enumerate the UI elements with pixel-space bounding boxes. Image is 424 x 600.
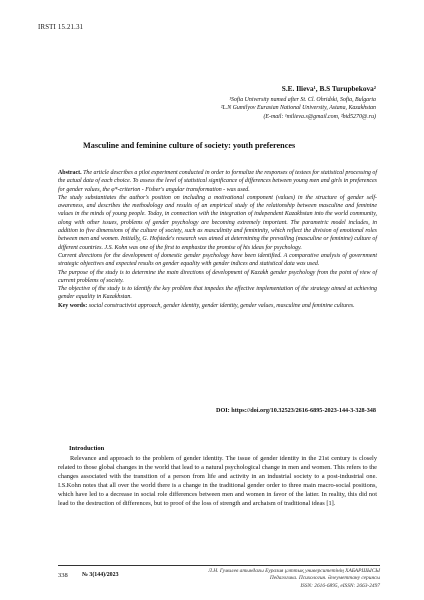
footer-divider (58, 565, 380, 566)
journal-issue: № 3(144)/2023 (82, 572, 119, 578)
abstract-text: The article describes a pilot experiment conducted in order to formalize the responses of testees for statistical processing of the actual data of each choice. To assess the level of statistical significance of differences between young men and girls in preferences for gender values, the φ*-criterion - Fisher's angular transformation - was used. (58, 170, 378, 193)
article-title: Masculine and feminine culture of society: youth preferences (83, 141, 296, 150)
abstract-label: Abstract. (58, 170, 82, 176)
irsti-code: IRSTI 15.21.31 (38, 24, 84, 31)
keywords-label: Key words: (58, 302, 88, 309)
authors: S.E. Ilieva¹, B.S Turupbekova² (281, 84, 376, 93)
keywords-text: social constructivist approach, gender identity, gender identity, gender values, masculine and feminine cultures. (88, 302, 355, 309)
abstract (58, 169, 377, 310)
introduction-heading: Introduction (69, 445, 105, 452)
abstract-paragraph: Current directions for the development of domestic gender psychology have been identified. A comparative analysis of government strategic objectives and expected results on gender equality with gender indices and statistical data was used. (58, 252, 377, 268)
journal-issn: ISSN: 2616-6895, eISSN: 2663-2497 (300, 582, 380, 589)
affiliation-2: ²L.N Gumilyov Eurasian National University, Astana, Kazakhstan (220, 105, 376, 112)
journal-series: Педагогика. Психология. Әлеуметтану сериясы (269, 575, 380, 582)
affiliations (221, 96, 376, 121)
keywords (58, 302, 377, 310)
abstract-paragraph: The purpose of the study is to determine the main directions of development of Kazakh gender psychology from the point of view of current problems of society. (58, 269, 377, 284)
introduction-body (58, 455, 377, 509)
journal-name: Л.Н. Гумилев атындағы Еуразия ұлттық университетінің ХАБАРШЫСЫ (208, 568, 380, 574)
introduction-paragraph: Relevance and approach to the problem of gender identity. The issue of gender identity in the 21st century is closely related to those global changes in the world that lead to a natural psychological change in men and women. This refers to the changes associated with the transition of a person from life and activity in an industrial society to a post-industrial one. I.S.Kohn notes that all over the world there is a change in the traditional gender order to three main macro-social positions, which have led to a decrease in social role differences between men and women in favor of the latter. In reality, this did not lead to the destruction of differences, but to proof of the loss of strength and archaism of traditional ideas [1]. (58, 455, 377, 507)
abstract-paragraph: The study substantiates the author's position on including a motivational component (values) in the structure of gender self-awareness, and describes the methodology and results of an empirical study of the relationship between masculine and feminine values in the minds of young people. Today, in connection with the integration of independent Kazakhstan into the world community, along with other issues, problems of gender psychology are becoming extremely important. The parametric model includes, in addition to five dimensions of the culture of society, such as masculinity and femininity, which reflect the division of emotional roles between men and women. Initially, G. Hofstede's research was aimed at determining the prevailing (masculine or feminine) culture of different countries. J.S. Kohn was one of the first to emphasize the promise of his ideas for psychology. (58, 194, 377, 251)
doi-link[interactable]: DOI: https://doi.org/10.32523/2616-6895-2023-144-3-328-348 (215, 407, 376, 414)
journal-info (208, 568, 380, 590)
affiliation-email: (E-mail: ¹milieva.s@gmail.com, ²bid5270@.ru) (263, 113, 376, 120)
affiliation-1: ¹Sofia University named after St. Cl. Ohridski, Sofia, Bulgaria (229, 97, 376, 103)
page-number: 338 (58, 572, 68, 579)
abstract-paragraph (58, 169, 377, 194)
abstract-paragraph: The objective of the study is to identify the key problem that impedes the effective implementation of the strategy aimed at achieving gender equality in Kazakhstan. (58, 286, 377, 301)
